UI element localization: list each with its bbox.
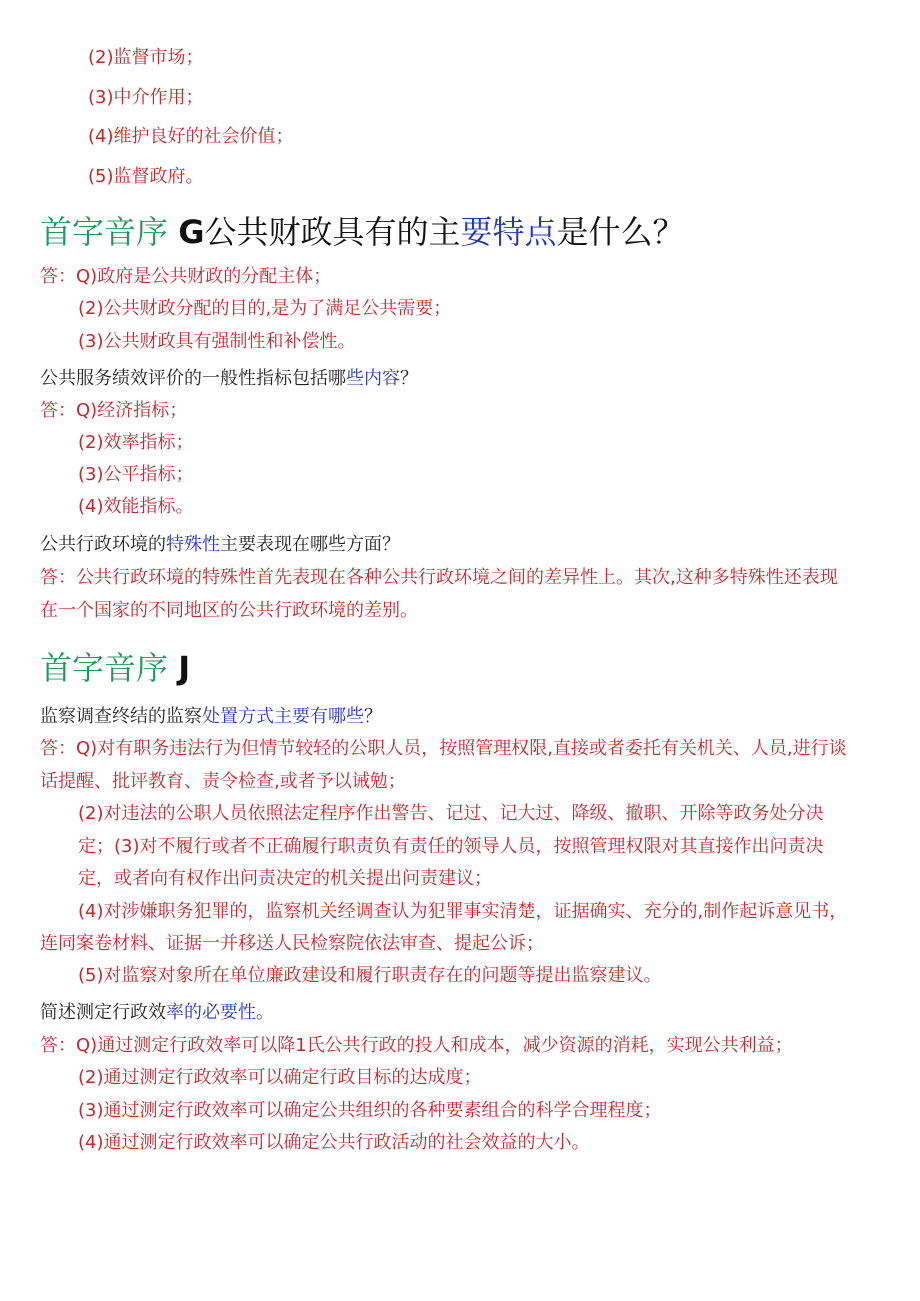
answer-line: 定；(3)对不履行或者不正确履行职责负有责任的领导人员，按照管理权限对其直接作出问责决 — [78, 836, 824, 857]
question-text: 公共行政环境的 — [40, 534, 166, 555]
question-highlight: 些内容 — [346, 368, 400, 389]
answer-line: 答：Q)政府是公共财政的分配主体； — [40, 266, 332, 287]
answer-line: (2)对违法的公职人员依照法定程序作出警告、记过、记大过、降级、撤职、开除等政务处分决 — [78, 803, 824, 824]
heading-letter: G — [178, 213, 205, 251]
answer-line: (4)通过测定行政效率可以确定公共行政活动的社会效益的大小。 — [78, 1132, 590, 1153]
question-efficiency — [40, 1000, 274, 1026]
list-item: (3)中介作用； — [88, 87, 204, 108]
section-heading-g — [40, 212, 685, 252]
answer-line: 定，或者向有权作出问责决定的机关提出问责建议； — [78, 868, 492, 889]
answer-line: (4)效能指标。 — [78, 496, 194, 517]
answer-line: (2)通过测定行政效率可以确定行政目标的达成度； — [78, 1067, 482, 1088]
answer-line: (3)公平指标； — [78, 464, 194, 485]
question-highlight: 特殊性 — [166, 534, 220, 555]
heading-prefix: 首字音序 — [40, 213, 169, 251]
answer-line: (3)通过测定行政效率可以确定公共组织的各种要素组合的科学合理程度； — [78, 1100, 662, 1121]
question-environment — [40, 532, 400, 558]
heading-title-part: 公共财政具有的主 — [204, 213, 461, 251]
question-supervision — [40, 704, 382, 730]
list-item: (4)维护良好的社会价值； — [88, 126, 294, 147]
list-item: (5)监督政府。 — [88, 166, 204, 187]
question-performance — [40, 366, 418, 392]
answer-line: (4)对涉嫌职务犯罪的，监察机关经调查认为犯罪事实清楚，证据确实、充分的,制作起诉意见书， — [78, 901, 848, 922]
question-text: ？ — [364, 706, 382, 727]
heading-title-part: 是什么？ — [556, 213, 685, 251]
question-text: 公共服务绩效评价的一般性指标包括哪 — [40, 368, 346, 389]
question-text: 监察调查终结的监察 — [40, 706, 202, 727]
question-highlight: 处置方式主要有哪些 — [202, 706, 364, 727]
heading-title-highlight: 要特点 — [460, 213, 557, 251]
question-highlight: 率的必要性。 — [166, 1002, 274, 1023]
answer-line: 话提醒、批评教育、责令检查,或者予以诫勉； — [40, 771, 406, 792]
answer-line: (2)公共财政分配的目的,是为了满足公共需要； — [78, 298, 452, 319]
answer-line: 答：Q)通过测定行政效率可以降1氏公共行政的投人和成本，减少资源的消耗，实现公共利益； — [40, 1035, 793, 1056]
answer-line: 答：Q)经济指标； — [40, 400, 188, 421]
answer-line: 答：Q)对有职务违法行为但情节较轻的公职人员，按照管理权限,直接或者委托有关机关、人员,进行谈 — [40, 738, 847, 759]
question-text: 主要表现在哪些方面？ — [220, 534, 400, 555]
list-item: (2)监督市场； — [88, 47, 204, 68]
section-heading-j — [40, 648, 190, 688]
answer-line: (2)效率指标； — [78, 432, 194, 453]
answer-line: 在一个国家的不同地区的公共行政环境的差别。 — [40, 600, 418, 621]
answer-line: (5)对监察对象所在单位廉政建设和履行职责存在的问题等提出监察建议。 — [78, 965, 662, 986]
answer-line: (3)公共财政具有强制性和补偿性。 — [78, 331, 356, 352]
heading-letter: J — [178, 649, 191, 687]
answer-line: 答：公共行政环境的特殊性首先表现在各种公共行政环境之间的差异性上。其次,这种多特殊性还表现 — [40, 567, 838, 588]
answer-line: 连同案卷材料、证据一并移送人民检察院依法审查、提起公诉； — [40, 933, 544, 954]
heading-prefix: 首字音序 — [40, 649, 169, 687]
question-text: 简述测定行政效 — [40, 1002, 166, 1023]
question-text: ？ — [400, 368, 418, 389]
